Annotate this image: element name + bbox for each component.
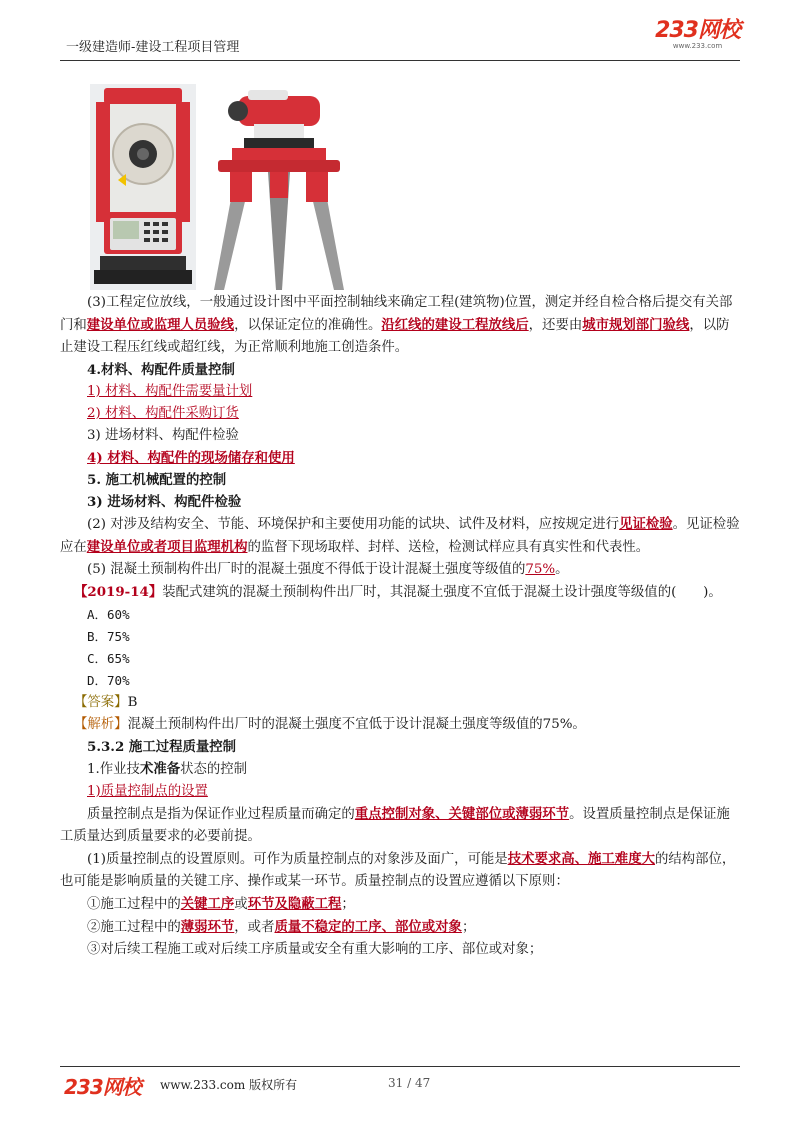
list-item-4: 4) 材料、构配件的现场储存和使用 <box>87 450 295 466</box>
logo-text: 233网校 <box>655 18 740 43</box>
heading-work-prep: 1.作业技术准备状态的控制 <box>87 761 248 777</box>
highlight-verification-party: 建设单位或监理人员验线 <box>86 317 235 333</box>
answer-line <box>60 692 740 714</box>
exam-question: 【2019-14】装配式建筑的混凝土预制构件出厂时，其混凝土强度不宜低于混凝土设计强度等级值的( )。 <box>74 584 722 600</box>
analysis-line: 【解析】混凝土预制构件出厂时的混凝土强度不宜低于设计混凝土强度等级值的75%。 <box>74 717 586 732</box>
brand-logo[interactable] <box>655 20 740 50</box>
list-item-3: 3) 进场材料、构配件检验 <box>87 428 239 443</box>
highlight-planning-dept: 城市规划部门验线 <box>582 317 690 333</box>
page-footer <box>60 1066 740 1097</box>
section-heading-532: 5.3.2 施工过程质量控制 <box>87 739 237 755</box>
option-d: D．70% <box>87 673 130 688</box>
paragraph-precast-strength: (5) 混凝土预制构件出厂时的混凝土强度不得低于设计混凝土强度等级值的75%。 <box>87 562 569 577</box>
heading-machinery-control: 5. 施工机械配置的控制 <box>87 472 227 488</box>
highlight-red-line: 沿红线的建设工程放线后 <box>381 317 529 333</box>
heading-incoming-inspection: 3) 进场材料、构配件检验 <box>87 494 242 510</box>
heading-control-points: 1)质量控制点的设置 <box>87 784 208 799</box>
highlight-75-percent: 75% <box>525 562 556 577</box>
question-tag: 【2019-14】 <box>74 584 163 600</box>
list-item-2: 2) 材料、构配件采购订货 <box>87 406 239 421</box>
instrument-images <box>90 84 350 290</box>
footer-copyright[interactable]: www.233.com 版权所有 <box>160 1078 298 1092</box>
paragraph-control-point-def: 质量控制点是指为保证作业过程质量而确定的重点控制对象、关键部位或薄弱环节。设置质量控制点是保证施工质量达到质量要求的必要前提。 <box>60 806 730 844</box>
highlight-key-objects: 重点控制对象、关键部位或薄弱环节 <box>354 806 570 822</box>
page-header <box>60 18 740 61</box>
paragraph-layout-staking: (3)工程定位放线，一般通过设计图中平面控制轴线来确定工程(建筑物)位置，测定并经自检合格后提交有关部门和建设单位或监理人员验线，以保证定位的准确性。沿红线的建设工程放线后，还要由城市规划部门验线，以防止建设工程压红线或超红线，为正常顺利地施工创造条件。 <box>60 295 733 355</box>
highlight-witness-test: 见证检验 <box>619 516 673 532</box>
highlight-supervision: 建设单位或者项目监理机构 <box>86 539 248 555</box>
analysis-tag: 【解析】 <box>74 717 128 732</box>
logo-url: www.233.com <box>672 42 723 50</box>
option-b: B．75% <box>87 629 130 644</box>
paragraph-witness-testing: (2) 对涉及结构安全、节能、环境保护和主要使用功能的试块、试件及材料，应按规定进行见证检验。见证检验应在建设单位或者项目监理机构的监督下现场取样、封样、送检，检测试样应具有真实性和代表性。 <box>60 516 740 555</box>
header-title: 一级建造师-建设工程项目管理 <box>66 40 240 55</box>
level-instrument-photo <box>208 84 350 290</box>
answer-value: B <box>127 695 138 710</box>
principle-1: ①施工过程中的关键工序或环节及隐蔽工程； <box>87 896 355 912</box>
footer-logo[interactable]: 233网校 <box>64 1075 141 1099</box>
principle-3: ③对后续工程施工或对后续工序质量或安全有重大影响的工序、部位或对象； <box>87 942 543 957</box>
list-item-1: 1) 材料、构配件需要量计划 <box>87 384 253 399</box>
page-number: 31 / 47 <box>388 1076 431 1090</box>
heading-material-control: 4.材料、构配件质量控制 <box>87 362 235 378</box>
total-station-photo <box>90 84 196 290</box>
option-c: C．65% <box>87 651 130 666</box>
option-a: A．60% <box>87 607 130 622</box>
highlight-difficulty: 技术要求高、施工难度大 <box>507 851 655 867</box>
principle-2: ②施工过程中的薄弱环节，或者质量不稳定的工序、部位或对象； <box>87 919 476 935</box>
answer-tag: 【答案】 <box>74 695 128 710</box>
paragraph-setting-principle: (1)质量控制点的设置原则。可作为质量控制点的对象涉及面广，可能是技术要求高、施工难度大的结构部位，也可能是影响质量的关键工序、操作或某一环节。质量控制点的设置应遵循以下原则： <box>60 851 736 889</box>
page-content <box>60 292 740 961</box>
